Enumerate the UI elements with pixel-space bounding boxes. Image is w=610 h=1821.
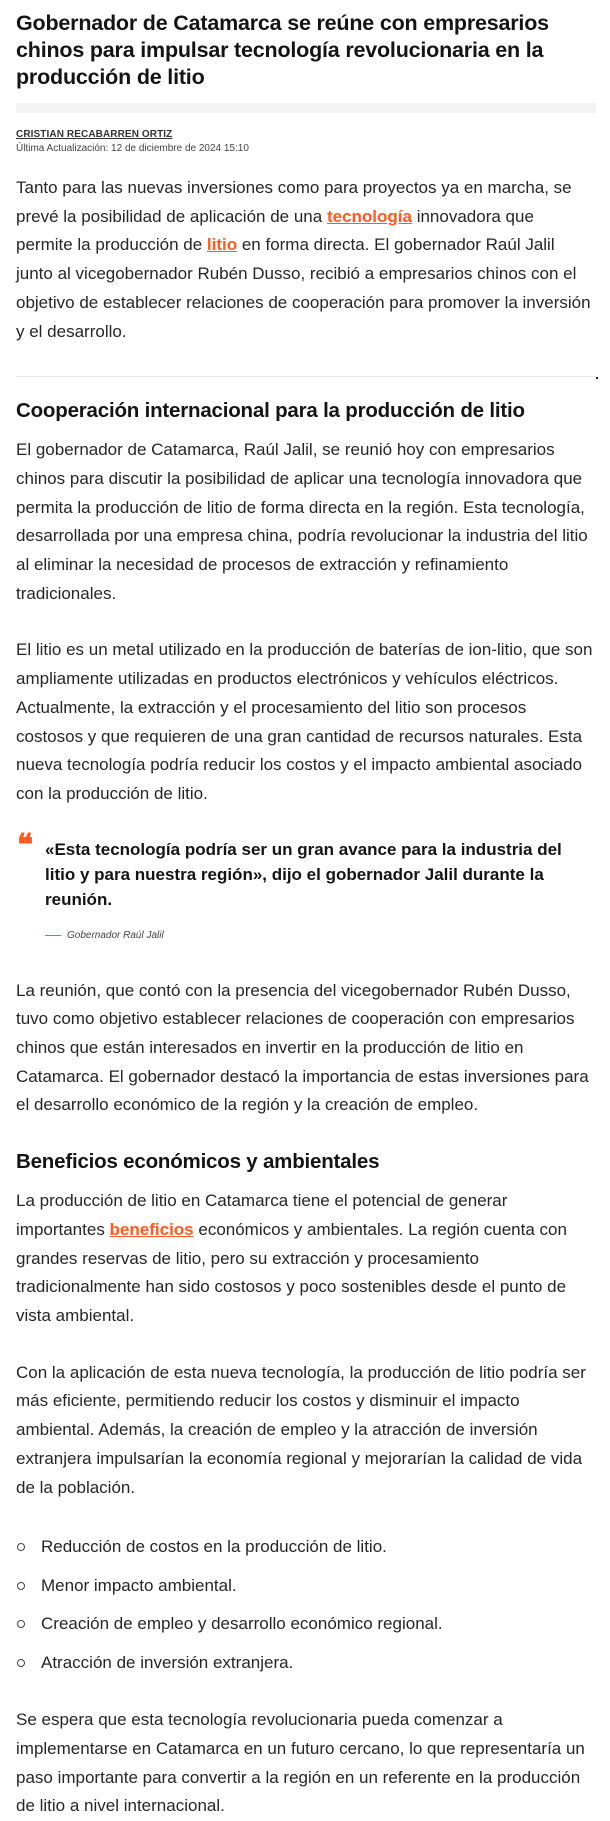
lead-text-1: Tanto para las nuevas inversiones como para proyectos ya en marcha, se prevé la posibilidad de aplicación de una [16,178,572,226]
divider-dot [596,377,598,379]
list-item-text: Reducción de costos en la producción de litio. [41,1537,387,1557]
closing-paragraph: Se espera que esta tecnología revolucionaria pueda comenzar a implementarse en Catamarca en un futuro cercano, lo que representaría un paso importante para convertir a la región en un referente en la producción de litio a nivel internacional. [16,1710,585,1816]
paragraph-text-1: La producción de litio en Catamarca tiene el potencial de generar importantes [16,1191,508,1239]
keyword-link-beneficios[interactable]: beneficios [109,1219,194,1239]
list-item-text: Creación de empleo y desarrollo económico regional. [41,1614,443,1634]
list-item-text: Menor impacto ambiental. [41,1575,237,1595]
bullet-circle-icon [17,1543,25,1551]
bullet-circle-icon [17,1582,25,1590]
lead-paragraph [16,174,594,346]
article-title: Gobernador de Catamarca se reúne con empresarios chinos para impulsar tecnología revolucionaria en la producción de litio [16,11,549,89]
body-paragraph: La reunión, que contó con la presencia del vicegobernador Rubén Dusso, tuvo como objetivo establecer relaciones de cooperación con empresarios chinos que están interesados en invertir en la producción de litio en Catamarca. El gobernador destacó la importancia de estas inversiones para el desarrollo económico de la región y la creación de empleo. [16,980,589,1115]
blockquote [16,827,594,941]
list-item [16,1567,594,1606]
paragraph-text-2: económicos y ambientales. La región cuenta con grandes reservas de litio, pero su extracción y procesamiento tradicionalmente han sido costosos y poco sostenibles desde el punto de vista ambiental. [16,1219,567,1325]
ad-placeholder-bar [16,103,596,113]
quote-citation [16,930,594,941]
list-item-text: Atracción de inversión extranjera. [41,1652,294,1672]
section-heading-beneficios: Beneficios económicos y ambientales [16,1150,380,1174]
lead-text-2: innovadora que permite la producción de [16,206,534,255]
list-item [16,1528,594,1567]
keyword-link-litio[interactable]: litio [206,235,238,255]
citation-dash [45,935,61,936]
keyword-link-tecnologia[interactable]: tecnología [326,206,412,226]
section-divider [16,376,596,377]
last-updated: Última Actualización: 12 de diciembre de 2024 15:10 [16,143,249,154]
benefits-list [16,1528,594,1682]
bullet-circle-icon [17,1659,25,1667]
lead-text-3: en forma directa. El gobernador Raúl Jalil junto al vicegobernador Rubén Dusso, recibió a empresarios chinos con el objetivo de establecer relaciones de cooperación para promover la inversión y el desarrollo. [16,235,591,341]
body-paragraph [16,1187,594,1331]
quote-text: «Esta tecnología podría ser un gran avance para la industria del litio y para nuestra región», dijo el gobernador Jalil durante la reunión. [45,839,562,909]
citation-name: Gobernador Raúl Jalil [67,929,164,941]
quote-icon: ❝ [17,827,34,863]
body-paragraph: El litio es un metal utilizado en la producción de baterías de ion-litio, que son ampliamente utilizadas en productos electrónicos y vehículos eléctricos. Actualmente, la extracción y el procesamiento del litio son procesos costosos y que requieren de una gran cantidad de recursos naturales. Esta nueva tecnología podría reducir los costos y el impacto ambiental asociado con la producción de litio. [16,640,593,803]
list-item [16,1644,594,1683]
section-heading-cooperacion: Cooperación internacional para la producción de litio [16,399,525,423]
body-paragraph: Con la aplicación de esta nueva tecnología, la producción de litio podría ser más eficiente, permitiendo reducir los costos y disminuir el impacto ambiental. Además, la creación de empleo y la atracción de inversión extranjera impulsarían la economía regional y mejorarían la calidad de vida de la población. [16,1362,586,1497]
bullet-circle-icon [17,1620,25,1628]
list-item [16,1605,594,1644]
author-link[interactable]: CRISTIAN RECABARREN ORTIZ [16,129,173,140]
body-paragraph: El gobernador de Catamarca, Raúl Jalil, se reunió hoy con empresarios chinos para discutir la posibilidad de aplicar una tecnología innovadora que permita la producción de litio de forma directa en la región. Esta tecnología, desarrollada por una empresa china, podría revolucionar la industria del litio al eliminar la necesidad de procesos de extracción y refinamiento tradicionales. [16,440,588,603]
